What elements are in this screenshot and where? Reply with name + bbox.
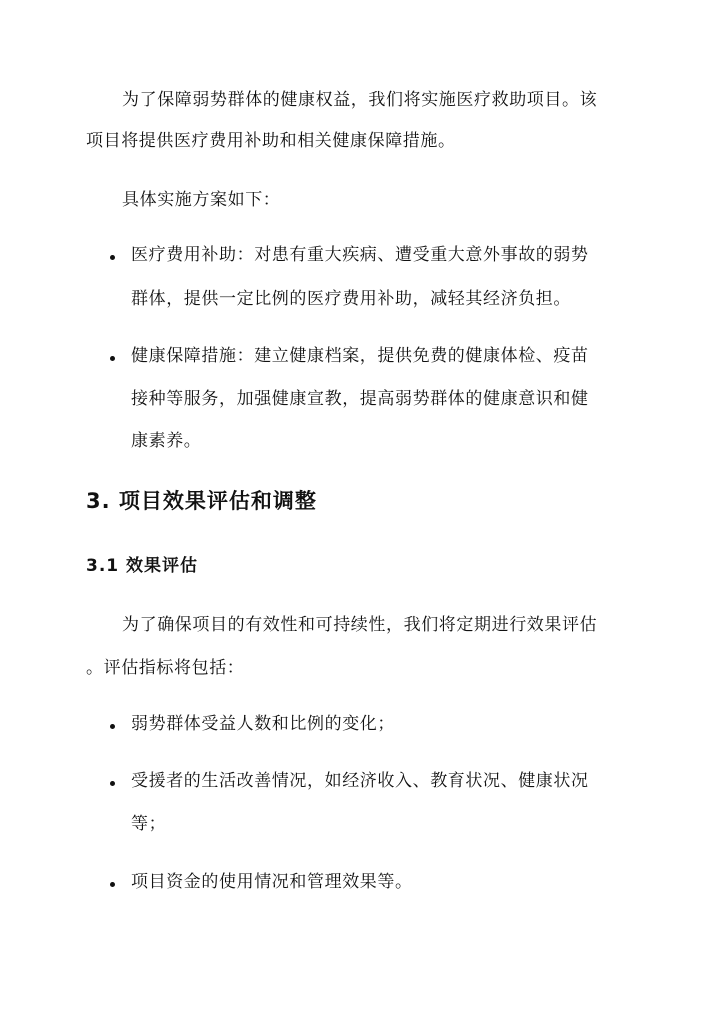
eval-bullet-2-line-1: 受援者的生活改善情况，如经济收入、教育状况、健康状况 (131, 771, 589, 791)
intro-paragraph-line-2: 项目将提供医疗费用补助和相关健康保障措施。 (86, 131, 456, 151)
bullet-dot (110, 781, 115, 786)
section-3-1-heading: 3.1 效果评估 (86, 556, 199, 576)
plan-bullet-2-line-3: 康素养。 (131, 431, 202, 451)
eval-bullet-1-line-1: 弱势群体受益人数和比例的变化； (131, 714, 395, 734)
plan-bullet-2-line-1: 健康保障措施：建立健康档案，提供免费的健康体检、疫苗 (131, 346, 589, 366)
plan-intro-paragraph: 具体实施方案如下： (122, 190, 281, 210)
bullet-dot (110, 882, 115, 887)
section-3-heading: 3. 项目效果评估和调整 (86, 489, 317, 513)
plan-bullet-1-line-2: 群体，提供一定比例的医疗费用补助，减轻其经济负担。 (131, 289, 571, 309)
intro-paragraph-line-1: 为了保障弱势群体的健康权益，我们将实施医疗救助项目。该 (122, 90, 598, 110)
eval-bullet-3-line-1: 项目资金的使用情况和管理效果等。 (131, 872, 413, 892)
bullet-dot (110, 724, 115, 729)
plan-bullet-1-line-1: 医疗费用补助：对患有重大疾病、遭受重大意外事故的弱势 (131, 245, 589, 265)
bullet-dot (110, 356, 115, 361)
evaluation-paragraph-line-1: 为了确保项目的有效性和可持续性，我们将定期进行效果评估 (122, 615, 598, 635)
eval-bullet-2-line-2: 等； (131, 814, 167, 834)
evaluation-paragraph-line-2: 。评估指标将包括： (86, 658, 245, 678)
bullet-dot (110, 255, 115, 260)
plan-bullet-2-line-2: 接种等服务，加强健康宣教，提高弱势群体的健康意识和健 (131, 389, 589, 409)
